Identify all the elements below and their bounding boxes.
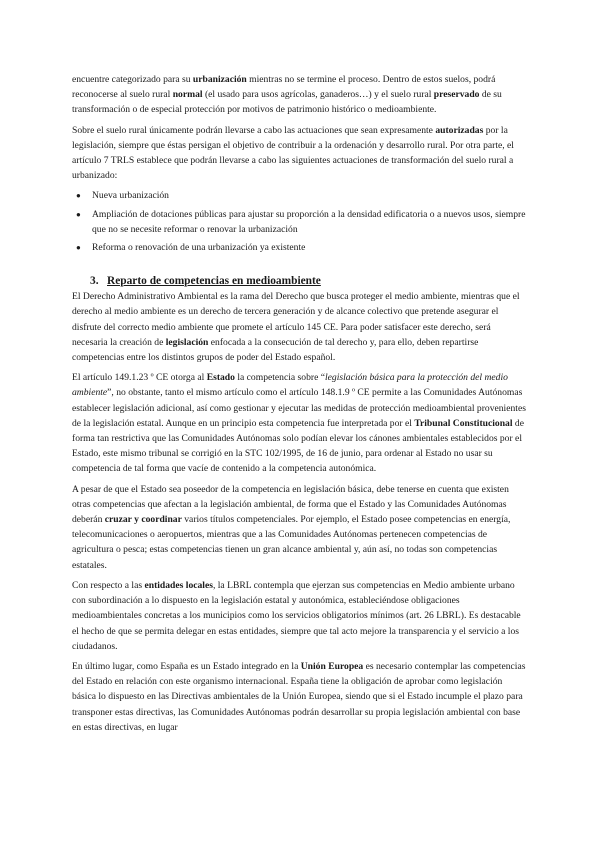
bullet-icon: ● — [76, 243, 81, 253]
section-heading — [72, 274, 528, 289]
list-item: ● Nueva urbanización — [72, 188, 528, 203]
bullet-icon: ● — [76, 209, 81, 219]
section-title: Reparto de competencias en medioambiente — [107, 275, 321, 288]
paragraph-rural-soil-categories: encuentre categorizado para su urbanización mientras no se termine el proceso. Dentro de estos suelos, podrá reconocerse al suelo rural normal (el usado para usos agrícolas, ganaderos…) y el suelo rural preservado de su transformación o de especial protección por motivos de patrimonio histórico o medioambiente. — [72, 74, 502, 116]
paragraph-environmental-law: El Derecho Administrativo Ambiental es la rama del Derecho que busca proteger el medio ambiente, mientras que el derecho al medio ambiente es un derecho de tercera generación y de alcance colectivo que pretende asegurar el disfrute del correcto medio ambiente que promete el artículo 145 CE. Para poder satisfacer este derecho, será necesaria la creación de legislación enfocada a la consecución de tal derecho y, para ello, deben repartirse competencias entre los distintos grupos de poder del Estado español. — [72, 291, 520, 364]
page-content — [72, 72, 528, 740]
list-item: ● Ampliación de dotaciones públicas para ajustar su proporción a la densidad edificatoria o a nuevos usos, siempre que no se necesite reformar o renovar la urbanización — [76, 208, 526, 235]
paragraph-rural-soil-actions: Sobre el suelo rural únicamente podrán llevarse a cabo las actuaciones que sean expresamente autorizadas por la legislación, siempre que éstas persigan el objetivo de contribuir a la ordenación y desarrollo rural. Por otra parte, el artículo 7 TRLS establece que podrán llevarse a cabo las siguientes actuaciones de transformación del suelo rural a urbanizado: — [72, 124, 514, 182]
paragraph-coordination: A pesar de que el Estado sea poseedor de la competencia en legislación básica, debe tenerse en cuenta que existen otras competencias que afectan a la legislación ambiental, de forma que el Estado y las Comunidades Autónomas deberán cruzar y coordinar varios títulos competenciales. Por ejemplo, el Estado posee competencias en energía, telecomunicaciones o aeropuertos, mientras que a las Comunidades Autónomas pertenecen competencias de agricultura o pesca; estas competencias tienen un gran alcance ambiental y, aún así, no todas son competencias estatales. — [72, 483, 511, 571]
list-item: ● Reforma o renovación de una urbanización ya existente — [72, 240, 528, 255]
paragraph-european-union: En último lugar, como España es un Estado integrado en la Unión Europea es necesario contemplar las competencias del Estado en relación con este organismo internacional. España tiene la obligación de aprobar como legislación básica lo dispuesto en las Directivas ambientales de la Unión Europea, siendo que si el Estado incumple el plazo para transponer estas directivas, las Comunidades Autónomas podrán desarrollar su propia legislación ambiental con base en estas directivas, en lugar — [72, 660, 526, 733]
transformation-actions-list — [72, 188, 528, 255]
bullet-icon: ● — [76, 191, 81, 201]
paragraph-state-competence: El artículo 149.1.23 º CE otorga al Estado la competencia sobre “legislación básica para la protección del medio ambiente”, no obstante, tanto el mismo artículo como el artículo 148.1.9 º CE permite a las Comunidades Autónomas establecer legislación adicional, así como gestionar y ejecutar las medidas de protección medioambiental provenientes de la legislación estatal. Aunque en un principio esta competencia fue interpretada por el Tribunal Constitucional de forma tan restrictiva que las Comunidades Autónomas solo podían elevar los cánones ambientales establecidos por el Estado, este mismo tribunal se corrigió en la STC 102/1995, de 16 de junio, para ordenar al Estado no usar su competencia de tal forma que vacíe de contenido a la competencia autonómica. — [72, 372, 526, 475]
paragraph-local-entities: Con respecto a las entidades locales, la LBRL contempla que ejerzan sus competencias en Medio ambiente urbano con subordinación a lo dispuesto en la legislación estatal y autonómica, estableciéndose obligaciones medioambientales concretas a los municipios como los servicios obligatorios mínimos (art. 26 LBRL). Es destacable el hecho de que se permita delegar en estas entidades, siempre que tal acto mejore la transparencia y el servicio a los ciudadanos. — [72, 579, 521, 652]
section-number: 3. — [90, 275, 99, 288]
